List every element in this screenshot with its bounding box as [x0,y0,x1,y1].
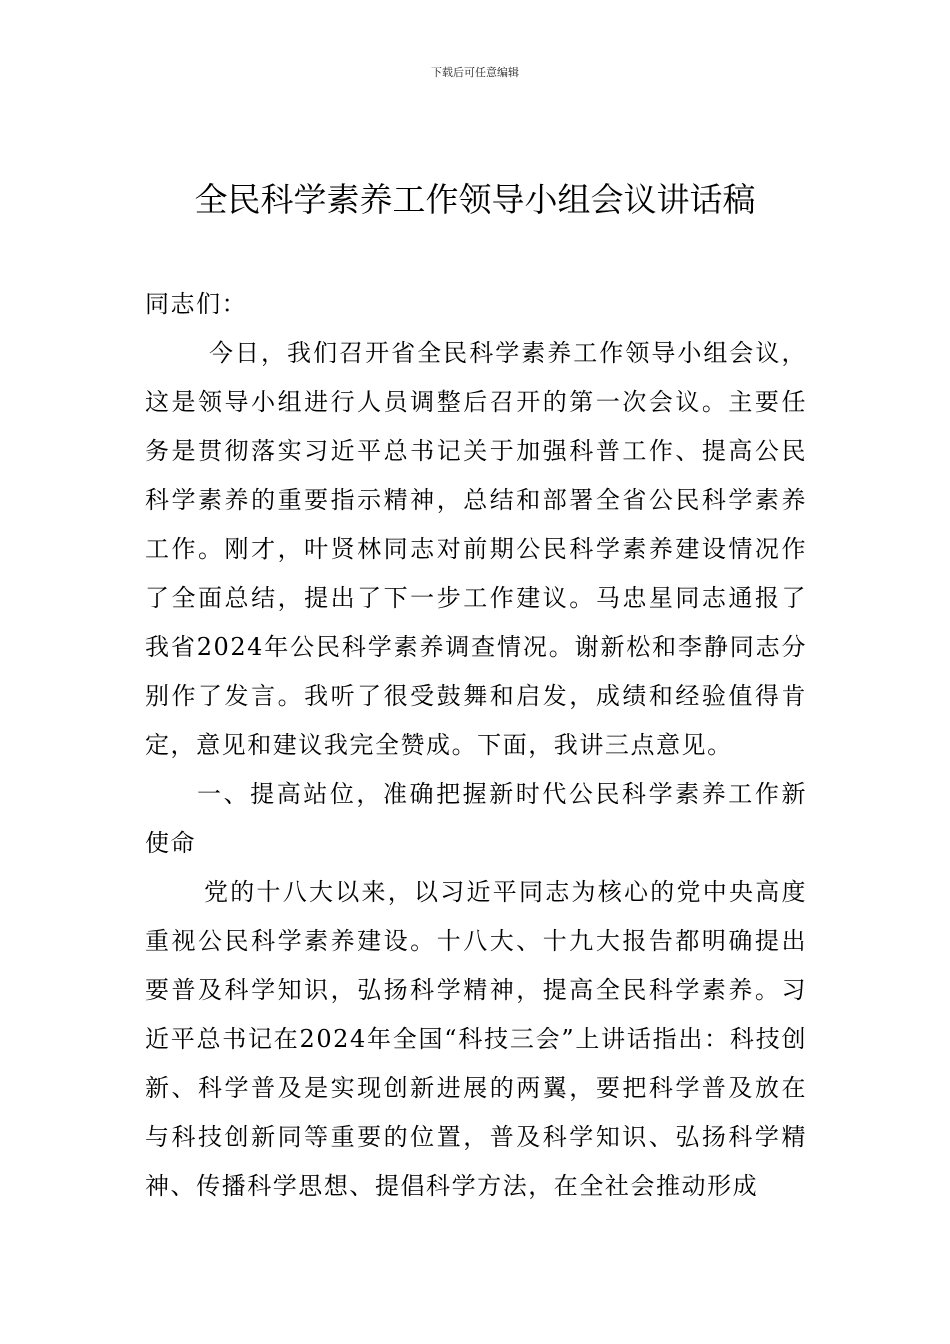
document-title: 全民科学素养工作领导小组会议讲话稿 [194,180,756,219]
page-header-note: 下载后可任意编辑 [431,66,519,79]
document-body [145,280,807,1211]
paragraph-section-1: 党的十八大以来，以习近平同志为核心的党中央高度重视公民科学素养建设。十八大、十九大报告都明确提出要普及科学知识，弘扬科学精神，提高全民科学素养。习近平总书记在2024年全国“科技三会”上讲话指出：科技创新、科学普及是实现创新进展的两翼，要把科学普及放在与科技创新同等重要的位置，普及科学知识、弘扬科学精神、传播科学思想、提倡科学方法，在全社会推动形成 [145,878,807,1200]
section-heading-1: 一、提高站位，准确把握新时代公民科学素养工作新使命 [145,780,807,857]
paragraph-opening: 今日，我们召开省全民科学素养工作领导小组会议，这是领导小组进行人员调整后召开的第一次会议。主要任务是贯彻落实习近平总书记关于加强科普工作、提高公民科学素养的重要指示精神，总结和部署全省公民科学素养工作。刚才，叶贤林同志对前期公民科学素养建设情况作了全面总结，提出了下一步工作建议。马忠星同志通报了我省2024年公民科学素养调查情况。谢新松和李静同志分别作了发言。我听了很受鼓舞和启发，成绩和经验值得肯定，意见和建议我完全赞成。下面，我讲三点意见。 [145,339,807,759]
salutation: 同志们： [145,290,248,318]
